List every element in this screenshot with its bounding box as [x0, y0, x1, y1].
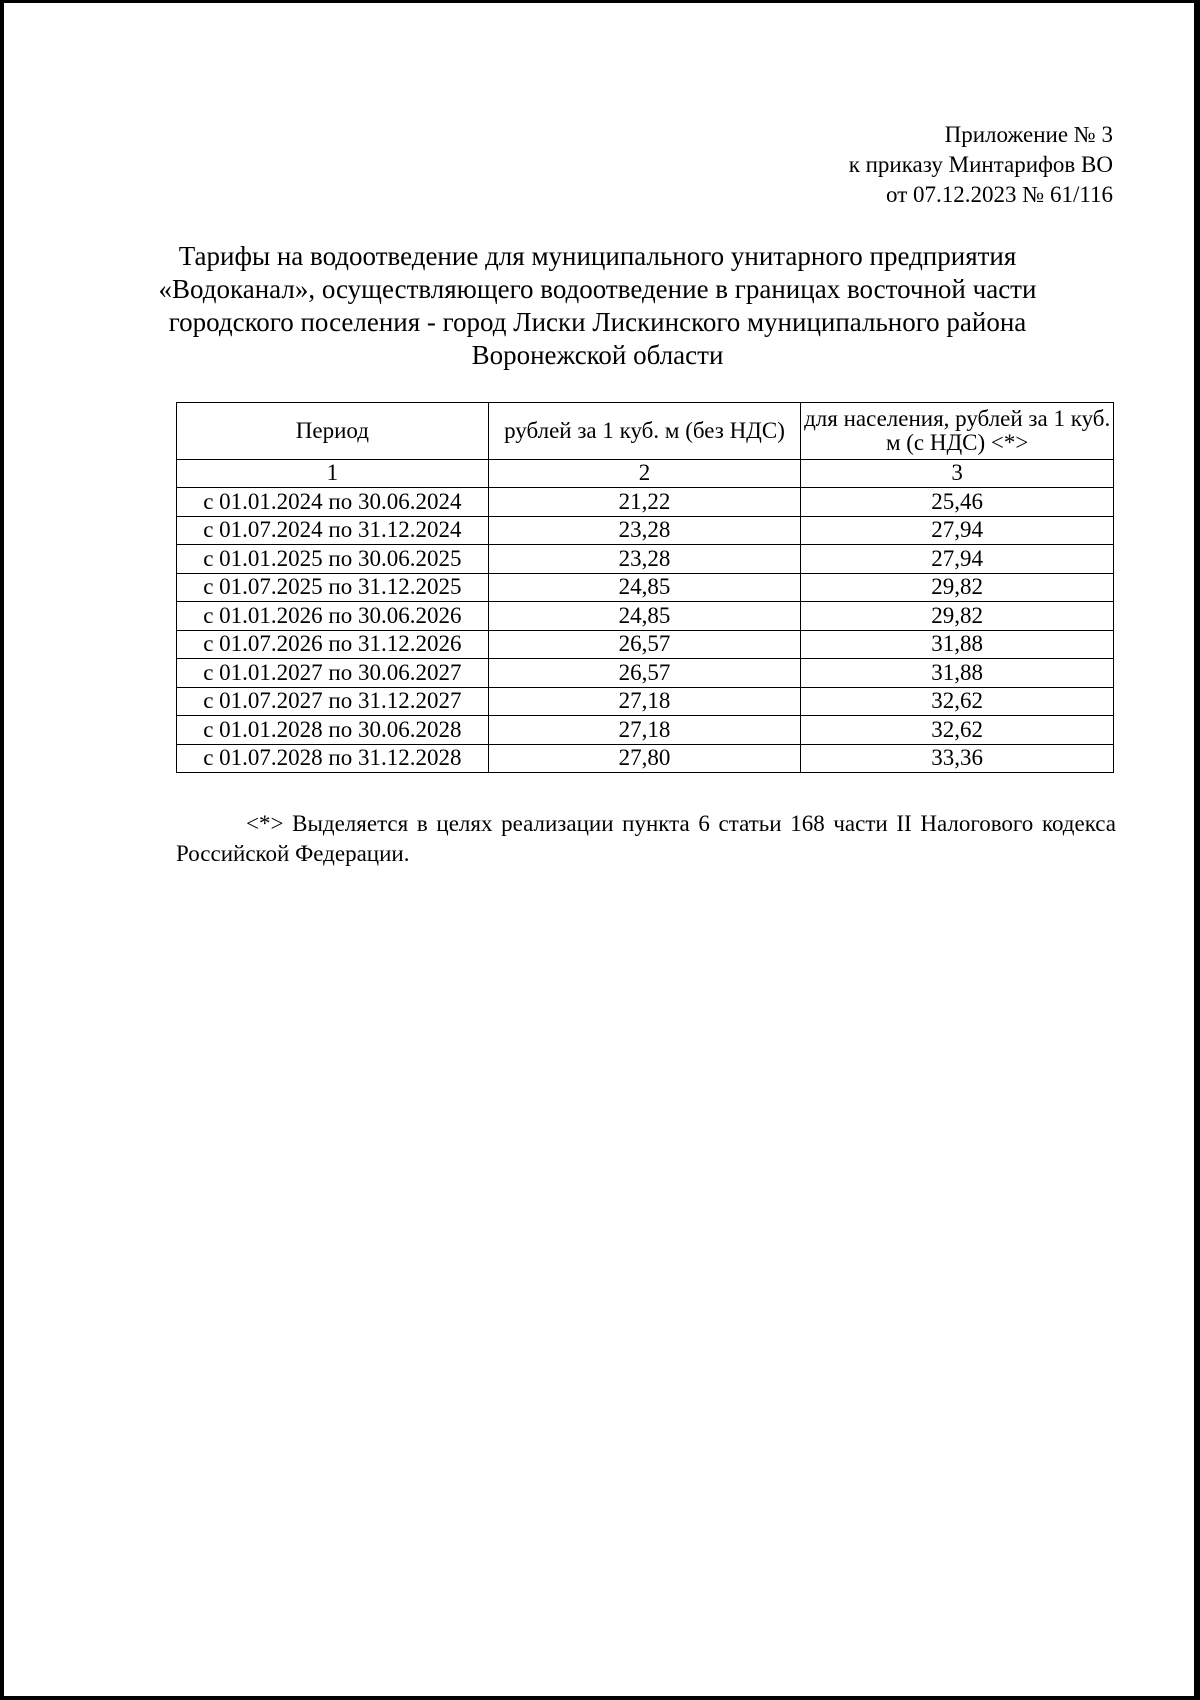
appendix-order-ref: к приказу Минтарифов ВО [848, 152, 1113, 177]
rate-with-vat-cell: 33,36 [801, 744, 1114, 773]
period-cell: с 01.01.2024 по 30.06.2024 [177, 488, 489, 517]
period-cell: с 01.01.2027 по 30.06.2027 [177, 659, 489, 688]
column-number: 1 [177, 460, 489, 488]
table-row [177, 545, 1114, 574]
header-rate-without-vat: рублей за 1 куб. м (без НДС) [488, 403, 801, 460]
column-number-row [177, 460, 1114, 488]
table-row [177, 516, 1114, 545]
rate-with-vat-cell: 25,46 [801, 488, 1114, 517]
appendix-order-date: от 07.12.2023 № 61/116 [886, 182, 1113, 207]
table-row [177, 716, 1114, 745]
period-cell: с 01.07.2026 по 31.12.2026 [177, 630, 489, 659]
rate-without-vat-cell: 24,85 [488, 573, 801, 602]
table-row [177, 573, 1114, 602]
table-header-row [177, 403, 1114, 460]
table-row [177, 687, 1114, 716]
rate-with-vat-cell: 27,94 [801, 545, 1114, 574]
title-line-1: Тарифы на водоотведение для муниципального унитарного предприятия [178, 241, 1017, 271]
column-number: 3 [801, 460, 1114, 488]
period-cell: с 01.07.2025 по 31.12.2025 [177, 573, 489, 602]
period-cell: с 01.01.2026 по 30.06.2026 [177, 602, 489, 631]
rate-without-vat-cell: 23,28 [488, 516, 801, 545]
rate-with-vat-cell: 32,62 [801, 687, 1114, 716]
title-line-3: городского поселения - город Лиски Лискинского муниципального района [168, 307, 1027, 337]
appendix-number: Приложение № 3 [944, 122, 1113, 147]
table-row [177, 488, 1114, 517]
header-period: Период [177, 403, 489, 460]
appendix-reference [849, 120, 1113, 210]
rate-with-vat-cell: 27,94 [801, 516, 1114, 545]
period-cell: с 01.07.2027 по 31.12.2027 [177, 687, 489, 716]
table-row [177, 602, 1114, 631]
header-rate-with-vat: для населения, рублей за 1 куб. м (с НДС) <*> [801, 403, 1114, 460]
rate-without-vat-cell: 27,80 [488, 744, 801, 773]
rate-with-vat-cell: 29,82 [801, 573, 1114, 602]
title-line-4: Воронежской области [471, 340, 724, 370]
table-row [177, 659, 1114, 688]
rate-without-vat-cell: 24,85 [488, 602, 801, 631]
rate-without-vat-cell: 21,22 [488, 488, 801, 517]
rate-without-vat-cell: 23,28 [488, 545, 801, 574]
rate-without-vat-cell: 27,18 [488, 687, 801, 716]
column-number: 2 [488, 460, 801, 488]
period-cell: с 01.07.2028 по 31.12.2028 [177, 744, 489, 773]
title-line-2: «Водоканал», осуществляющего водоотведение в границах восточной части [158, 274, 1037, 304]
table-row [177, 744, 1114, 773]
period-cell: с 01.01.2028 по 30.06.2028 [177, 716, 489, 745]
period-cell: с 01.07.2024 по 31.12.2024 [177, 516, 489, 545]
rate-with-vat-cell: 31,88 [801, 659, 1114, 688]
document-title [150, 240, 1045, 372]
tariff-table [176, 402, 1114, 773]
rate-with-vat-cell: 29,82 [801, 602, 1114, 631]
period-cell: с 01.01.2025 по 30.06.2025 [177, 545, 489, 574]
rate-with-vat-cell: 31,88 [801, 630, 1114, 659]
rate-without-vat-cell: 27,18 [488, 716, 801, 745]
rate-without-vat-cell: 26,57 [488, 630, 801, 659]
rate-with-vat-cell: 32,62 [801, 716, 1114, 745]
table-row [177, 630, 1114, 659]
rate-without-vat-cell: 26,57 [488, 659, 801, 688]
vat-footnote: <*> Выделяется в целях реализации пункта 6 статьи 168 части II Налогового кодекса Российской Федерации. [176, 811, 1116, 866]
